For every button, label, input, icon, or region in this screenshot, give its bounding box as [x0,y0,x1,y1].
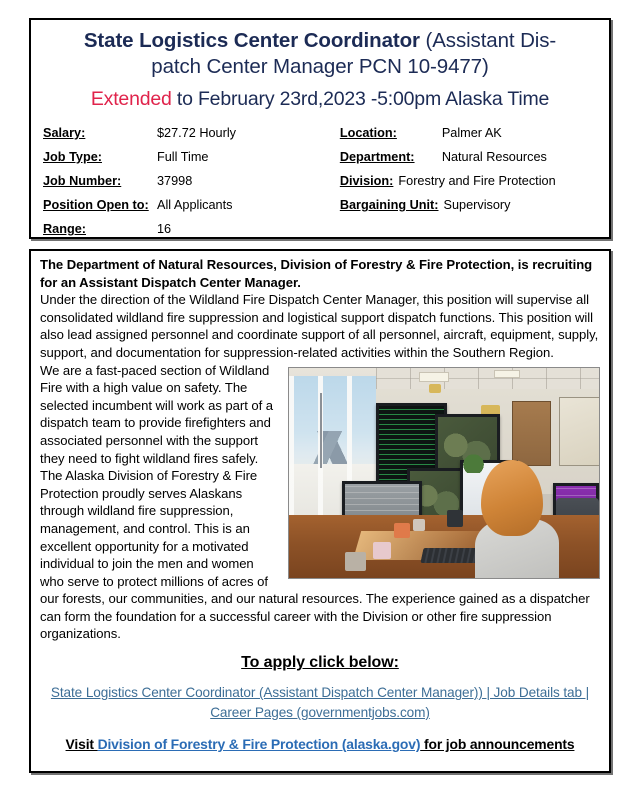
detail-row-range [43,222,340,246]
apply-heading: To apply click below: [241,654,399,672]
detail-row-division [340,174,603,198]
detail-row-bargaining-unit [340,198,603,222]
deadline-text: to February 23rd,2023 -5:00pm Alaska Time [171,88,550,110]
position-description-paragraph: Under the direction of the Wildland Fire Dispatch Center Manager, this position will supervise all consolidated wildland fire suppression and logistical support dispatch functions. This position will also lead assigned personnel and coordinate support of all personnel, aircraft, equipment, supply, support, and documentation for suppression-related activities within the Southern Region. [40,292,599,360]
detail-label-department: Department: [339,150,415,164]
body-panel [29,249,611,773]
detail-label-bargaining-unit: Bargaining Unit: [339,198,439,212]
detail-value-division: Forestry and Fire Protection [398,174,556,188]
detail-label-job-number: Job Number: [43,174,122,188]
apply-job-link[interactable]: State Logistics Center Coordinator (Assistant Dispatch Center Manager)) | Job Details tab | Career Pages (governmentjobs.com) [50,685,590,721]
detail-label-range: Range: [43,222,86,236]
detail-value-department: Natural Resources [441,150,547,164]
job-details-grid [31,126,609,246]
about-section-paragraph: We are a fast-paced section of Wildland Fire with a high value on safety. The selected incumbent will work as part of a dispatch team to provide firefighters and associated personnel with the support they need to fight wildland fires safely. The Alaska Division of Forestry & Fire Protection proudly serves Alaskans through wildland fire suppression, management, and control. This is an excellent opportunity for a motivated individual to join the men and women who serve to protect millions of acres of our forests, our communities, and our natural resources. The experience gained as a dispatcher can form the foundation for a successful career with the Division or other fire suppression organizations. [40,362,590,642]
extended-keyword: Extended [90,88,172,110]
detail-value-bargaining-unit: Supervisory [443,198,511,212]
detail-value-job-type: Full Time [157,150,209,164]
deadline-banner [31,80,609,111]
detail-label-job-type: Job Type: [43,150,102,164]
detail-row-job-number [43,174,340,198]
page-title [31,20,609,54]
detail-label-salary: Salary: [43,126,86,140]
detail-row-position-open-to [43,198,340,222]
visit-suffix-label: for job announcements [420,736,575,753]
recruiting-lead-paragraph: The Department of Natural Resources, Division of Forestry & Fire Protection, is recruiting for an Assistant Dispatch Center Manager. [40,257,593,290]
detail-row-department [340,150,603,174]
detail-row-job-type [43,150,340,174]
detail-label-position-open-to: Position Open to: [43,198,149,212]
detail-value-job-number: 37998 [157,174,193,188]
detail-value-location: Palmer AK [441,126,502,140]
visit-line [40,736,600,752]
detail-value-salary: $27.72 Hourly [157,126,236,140]
detail-value-position-open-to: All Applicants [157,198,233,212]
detail-row-location [340,126,603,150]
detail-row-salary [43,126,340,150]
page-title-line2: patch Center Manager PCN 10-9477) [151,55,489,78]
header-panel [29,18,611,239]
detail-value-range: 16 [157,222,172,236]
job-details-left-column [43,126,340,246]
detail-label-division: Division: [339,174,394,188]
job-details-right-column [340,126,603,246]
division-website-link[interactable]: Division of Forestry & Fire Protection (alaska.gov) [97,736,421,753]
detail-label-location: Location: [339,126,397,140]
page-title-rest: (Assistant Dis- [419,29,557,52]
visit-prefix-label: Visit [65,736,98,753]
dispatch-center-photo [288,367,600,579]
page-title-bold: State Logistics Center Coordinator [83,29,420,52]
